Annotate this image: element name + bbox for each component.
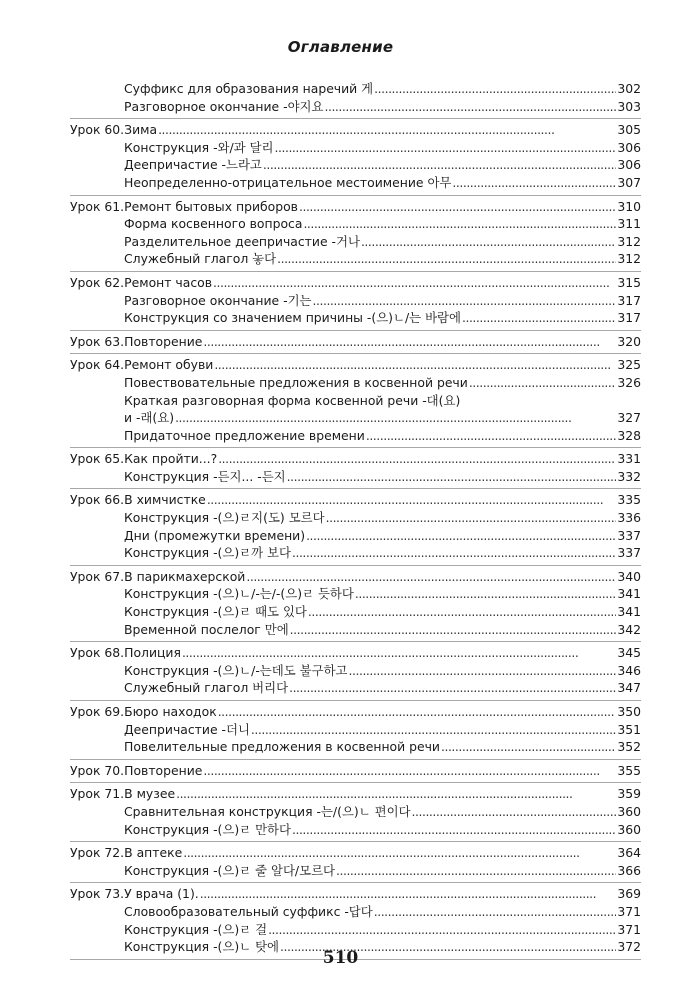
dot-leader xyxy=(268,921,616,939)
entry-title: Словообразовательный суффикс -답다 xyxy=(124,903,373,919)
page-ref: 355 xyxy=(617,762,641,778)
dot-leader xyxy=(290,621,616,639)
toc-lesson-row[interactable] xyxy=(70,885,641,903)
dot-leader xyxy=(246,568,616,586)
toc-lesson-block xyxy=(70,489,641,565)
toc-entry-row[interactable] xyxy=(70,392,641,410)
toc-entry-row[interactable] xyxy=(70,603,641,621)
page-ref: 359 xyxy=(617,786,641,802)
toc-entry-row[interactable] xyxy=(70,309,641,327)
toc-entry-row[interactable] xyxy=(70,662,641,680)
lesson-title: У врача (1). xyxy=(124,886,199,902)
dot-leader xyxy=(336,862,616,880)
entry-title: Конструкция -(으)ㄹ 줄 알다/모르다 xyxy=(124,862,336,878)
page-ref: 350 xyxy=(617,704,641,719)
page-ref: 327 xyxy=(617,410,641,426)
dot-leader xyxy=(355,585,616,603)
dot-leader xyxy=(306,527,616,545)
page-ref: 347 xyxy=(617,680,641,696)
dot-leader xyxy=(361,233,616,251)
entry-title: Повелительные предложения в косвенной речи xyxy=(124,739,440,755)
dot-leader xyxy=(200,885,616,903)
entry-title: Разделительное деепричастие -거나 xyxy=(124,233,360,249)
dot-leader xyxy=(326,509,616,527)
page-ref: 345 xyxy=(617,645,641,661)
lesson-title: Ремонт бытовых приборов xyxy=(124,198,298,214)
toc-lesson-row[interactable] xyxy=(70,762,641,780)
toc-entry-row[interactable] xyxy=(70,174,641,192)
lesson-title: В музее xyxy=(124,786,176,802)
lesson-number: Урок 63. xyxy=(70,333,125,349)
lesson-number: Урок 68. xyxy=(70,645,125,661)
toc-entry-row[interactable] xyxy=(70,292,641,310)
entry-title: и -래(요) xyxy=(124,410,175,426)
page-ref: 337 xyxy=(617,527,641,543)
toc-entry-row[interactable] xyxy=(70,233,641,251)
dot-leader xyxy=(251,721,616,739)
page-ref: 306 xyxy=(617,157,641,173)
lesson-title: В аптеке xyxy=(124,845,183,861)
toc-lesson-row[interactable] xyxy=(70,450,641,468)
toc-entry-row[interactable] xyxy=(70,903,641,921)
lesson-title: В парикмахерской xyxy=(124,568,246,584)
page-ref: 326 xyxy=(617,374,641,390)
entry-title: Служебный глагол 버리다 xyxy=(124,680,289,696)
entry-title: Конструкция -(으)ㄴ/-는데도 불구하고 xyxy=(124,662,348,678)
page-ref: 311 xyxy=(617,216,641,232)
page-ref: 352 xyxy=(617,739,641,755)
lesson-title: Ремонт обуви xyxy=(124,357,214,373)
page-ref: 364 xyxy=(617,845,641,861)
page-ref: 315 xyxy=(617,274,641,290)
page-ref: 360 xyxy=(617,803,641,819)
page-title: Оглавление xyxy=(287,38,394,56)
entry-title: Деепричастие -더니 xyxy=(124,721,250,737)
toc-entry-row[interactable] xyxy=(70,139,641,157)
entry-title: Конструкция -와/과 달리 xyxy=(124,139,274,155)
dot-leader xyxy=(469,374,616,392)
entry-title: Сравнительная конструкция -는/(으)ㄴ 편이다 xyxy=(124,803,411,819)
dot-leader xyxy=(303,215,616,233)
toc-entry-row[interactable] xyxy=(70,250,641,268)
page-ref: 332 xyxy=(617,468,641,484)
lesson-number: Урок 64. xyxy=(70,357,125,373)
dot-leader xyxy=(349,662,616,680)
lesson-title: Как пройти...? xyxy=(124,451,218,467)
toc-entry-row[interactable] xyxy=(70,721,641,739)
entry-title: Деепричастие -느라고 xyxy=(124,157,262,173)
lesson-title: Бюро находок xyxy=(124,704,217,719)
dot-leader xyxy=(325,98,617,116)
toc-lesson-block xyxy=(70,119,641,195)
dot-leader xyxy=(441,738,616,756)
toc-entry-row[interactable] xyxy=(70,468,641,486)
entry-title: Повествовательные предложения в косвенной речи xyxy=(124,374,468,390)
toc-lesson-row[interactable] xyxy=(70,491,641,509)
dot-leader xyxy=(203,762,616,780)
dot-leader xyxy=(176,785,616,803)
toc-entry-row[interactable] xyxy=(70,215,641,233)
dot-leader xyxy=(412,803,616,821)
entry-title: Служебный глагол 놓다 xyxy=(124,251,277,267)
page-ref: 341 xyxy=(617,604,641,620)
toc-lesson-block xyxy=(70,760,641,784)
entry-title: Конструкция -(으)ㄹ 때도 있다 xyxy=(124,604,307,620)
toc-lesson-block xyxy=(70,196,641,272)
page-ref: 303 xyxy=(617,98,641,114)
toc-entry-row[interactable] xyxy=(70,862,641,880)
lesson-number: Урок 73. xyxy=(70,886,125,902)
page-ref: 305 xyxy=(617,122,641,138)
lesson-number: Урок 70. xyxy=(70,762,125,778)
dot-leader xyxy=(158,121,616,139)
lesson-number: Урок 66. xyxy=(70,492,125,508)
dot-leader xyxy=(275,139,616,157)
toc-entry-row[interactable] xyxy=(70,409,641,427)
lesson-title: Зима xyxy=(124,122,158,138)
toc-lesson-row[interactable] xyxy=(70,703,641,721)
dot-leader xyxy=(287,468,616,486)
dot-leader xyxy=(366,427,616,445)
lesson-title: Ремонт часов xyxy=(124,274,213,290)
lesson-number: Урок 62. xyxy=(70,274,125,290)
toc-entry-row[interactable] xyxy=(70,679,641,697)
page-ref: 351 xyxy=(617,721,641,737)
toc-lesson-block xyxy=(70,842,641,883)
toc-entry-row[interactable] xyxy=(70,527,641,545)
dot-leader xyxy=(203,333,616,351)
page-ref: 372 xyxy=(617,939,641,955)
toc-lesson-row[interactable] xyxy=(70,198,641,216)
lesson-number: Урок 67. xyxy=(70,568,125,584)
dot-leader xyxy=(462,309,616,327)
toc-lesson-row[interactable] xyxy=(70,333,641,351)
page-ref: 341 xyxy=(617,586,641,602)
toc-entry-row[interactable] xyxy=(70,738,641,756)
entry-title: Разговорное окончание -기는 xyxy=(124,292,312,308)
entry-title: Разговорное окончание -야지요 xyxy=(124,98,324,114)
entry-title: Конструкция со значением причины -(으)ㄴ/는 바람에 xyxy=(124,310,461,326)
entry-title: Неопределенно-отрицательное местоимение 아무 xyxy=(124,174,452,190)
toc-entry-row[interactable] xyxy=(70,585,641,603)
page-ref: 360 xyxy=(617,821,641,837)
dot-leader xyxy=(299,198,616,216)
entry-title: Конструкция -(으)ㄹ지(도) 모르다 xyxy=(124,510,325,526)
page-ref: 335 xyxy=(617,492,641,508)
lesson-number: Урок 72. xyxy=(70,845,125,861)
toc-lesson-block xyxy=(70,331,641,355)
dot-leader xyxy=(374,80,616,98)
page-ref: 337 xyxy=(617,545,641,561)
toc-lesson-block xyxy=(70,80,641,119)
page-ref: 317 xyxy=(617,292,641,308)
page-ref: 369 xyxy=(617,886,641,902)
toc-lesson-block xyxy=(70,783,641,842)
page-ref: 346 xyxy=(617,662,641,678)
dot-leader xyxy=(214,356,616,374)
toc-lesson-row[interactable] xyxy=(70,274,641,292)
entry-title: Конструкция -든지... -든지 xyxy=(124,468,286,484)
page-ref: 307 xyxy=(617,174,641,190)
dot-leader xyxy=(175,409,616,427)
toc-entry-row[interactable] xyxy=(70,156,641,174)
page-ref: 302 xyxy=(617,81,641,96)
page-ref: 336 xyxy=(617,510,641,526)
lesson-number: Урок 60. xyxy=(70,122,125,138)
page-ref: 306 xyxy=(617,139,641,155)
toc-lesson-block xyxy=(70,354,641,448)
toc-entry-row[interactable] xyxy=(70,821,641,839)
toc-lesson-row[interactable] xyxy=(70,785,641,803)
toc-lesson-block xyxy=(70,566,641,642)
dot-leader xyxy=(183,844,616,862)
toc-entry-row[interactable] xyxy=(70,544,641,562)
dot-leader xyxy=(277,250,616,268)
dot-leader xyxy=(292,821,616,839)
toc-lesson-row[interactable] xyxy=(70,121,641,139)
page-ref: 366 xyxy=(617,862,641,878)
toc-entry-row[interactable] xyxy=(70,803,641,821)
dot-leader xyxy=(313,292,616,310)
dot-leader xyxy=(182,644,616,662)
page-ref: 331 xyxy=(617,451,641,467)
table-of-contents xyxy=(70,80,641,960)
lesson-title: В химчистке xyxy=(124,492,206,508)
page-ref: 371 xyxy=(617,903,641,919)
dot-leader xyxy=(218,450,616,468)
page-ref: 342 xyxy=(617,621,641,637)
page-ref: 328 xyxy=(617,427,641,443)
toc-entry-row[interactable] xyxy=(70,509,641,527)
entry-title: Дни (промежутки времени) xyxy=(124,527,306,543)
page-ref: 310 xyxy=(617,198,641,214)
toc-lesson-block xyxy=(70,701,641,760)
page-ref: 317 xyxy=(617,310,641,326)
dot-leader xyxy=(292,544,616,562)
toc-entry-row[interactable] xyxy=(70,427,641,445)
toc-entry-row[interactable] xyxy=(70,80,641,98)
dot-leader xyxy=(207,491,616,509)
page-ref: 325 xyxy=(617,357,641,373)
dot-leader xyxy=(263,156,616,174)
page-ref: 312 xyxy=(617,233,641,249)
toc-lesson-row[interactable] xyxy=(70,568,641,586)
entry-title: Форма косвенного вопроса xyxy=(124,216,303,232)
toc-entry-row[interactable] xyxy=(70,621,641,639)
lesson-number: Урок 71. xyxy=(70,786,125,802)
lesson-number: Урок 65. xyxy=(70,451,125,467)
toc-lesson-row[interactable] xyxy=(70,844,641,862)
dot-leader xyxy=(218,703,616,721)
entry-title: Конструкция -(으)ㄴ/-는/-(으)ㄹ 듯하다 xyxy=(124,586,354,602)
page-ref: 371 xyxy=(617,921,641,937)
dot-leader xyxy=(213,274,616,292)
lesson-title: Повторение xyxy=(124,333,203,349)
dot-leader xyxy=(289,679,616,697)
toc-entry-row[interactable] xyxy=(70,374,641,392)
entry-title: Суффикс для образования наречий 게 xyxy=(124,81,374,96)
lesson-title: Повторение xyxy=(124,762,203,778)
toc-lesson-row[interactable] xyxy=(70,644,641,662)
toc-lesson-row[interactable] xyxy=(70,356,641,374)
toc-entry-row[interactable] xyxy=(70,921,641,939)
toc-lesson-block xyxy=(70,448,641,489)
entry-title: Конструкция -(으)ㄹ까 보다 xyxy=(124,545,291,561)
toc-lesson-block xyxy=(70,642,641,701)
entry-title: Конструкция -(으)ㄴ 탓에 xyxy=(124,939,280,955)
entry-title: Конструкция -(으)ㄹ 걸 xyxy=(124,921,268,937)
entry-title: Конструкция -(으)ㄹ 만하다 xyxy=(124,821,291,837)
page-number: 510 xyxy=(322,948,359,968)
entry-title: Краткая разговорная форма косвенной речи -대(요) xyxy=(124,392,461,408)
lesson-number: Урок 69. xyxy=(70,704,125,719)
dot-leader xyxy=(308,603,616,621)
toc-lesson-block xyxy=(70,272,641,331)
page-ref: 312 xyxy=(617,251,641,267)
toc-entry-row[interactable] xyxy=(70,98,641,116)
lesson-title: Полиция xyxy=(124,645,181,661)
page-ref: 340 xyxy=(617,568,641,584)
lesson-number: Урок 61. xyxy=(70,198,125,214)
page-ref: 320 xyxy=(617,333,641,349)
dot-leader xyxy=(452,174,616,192)
entry-title: Придаточное предложение времени xyxy=(124,427,365,443)
dot-leader xyxy=(374,903,616,921)
entry-title: Временной послелог 만에 xyxy=(124,621,289,637)
